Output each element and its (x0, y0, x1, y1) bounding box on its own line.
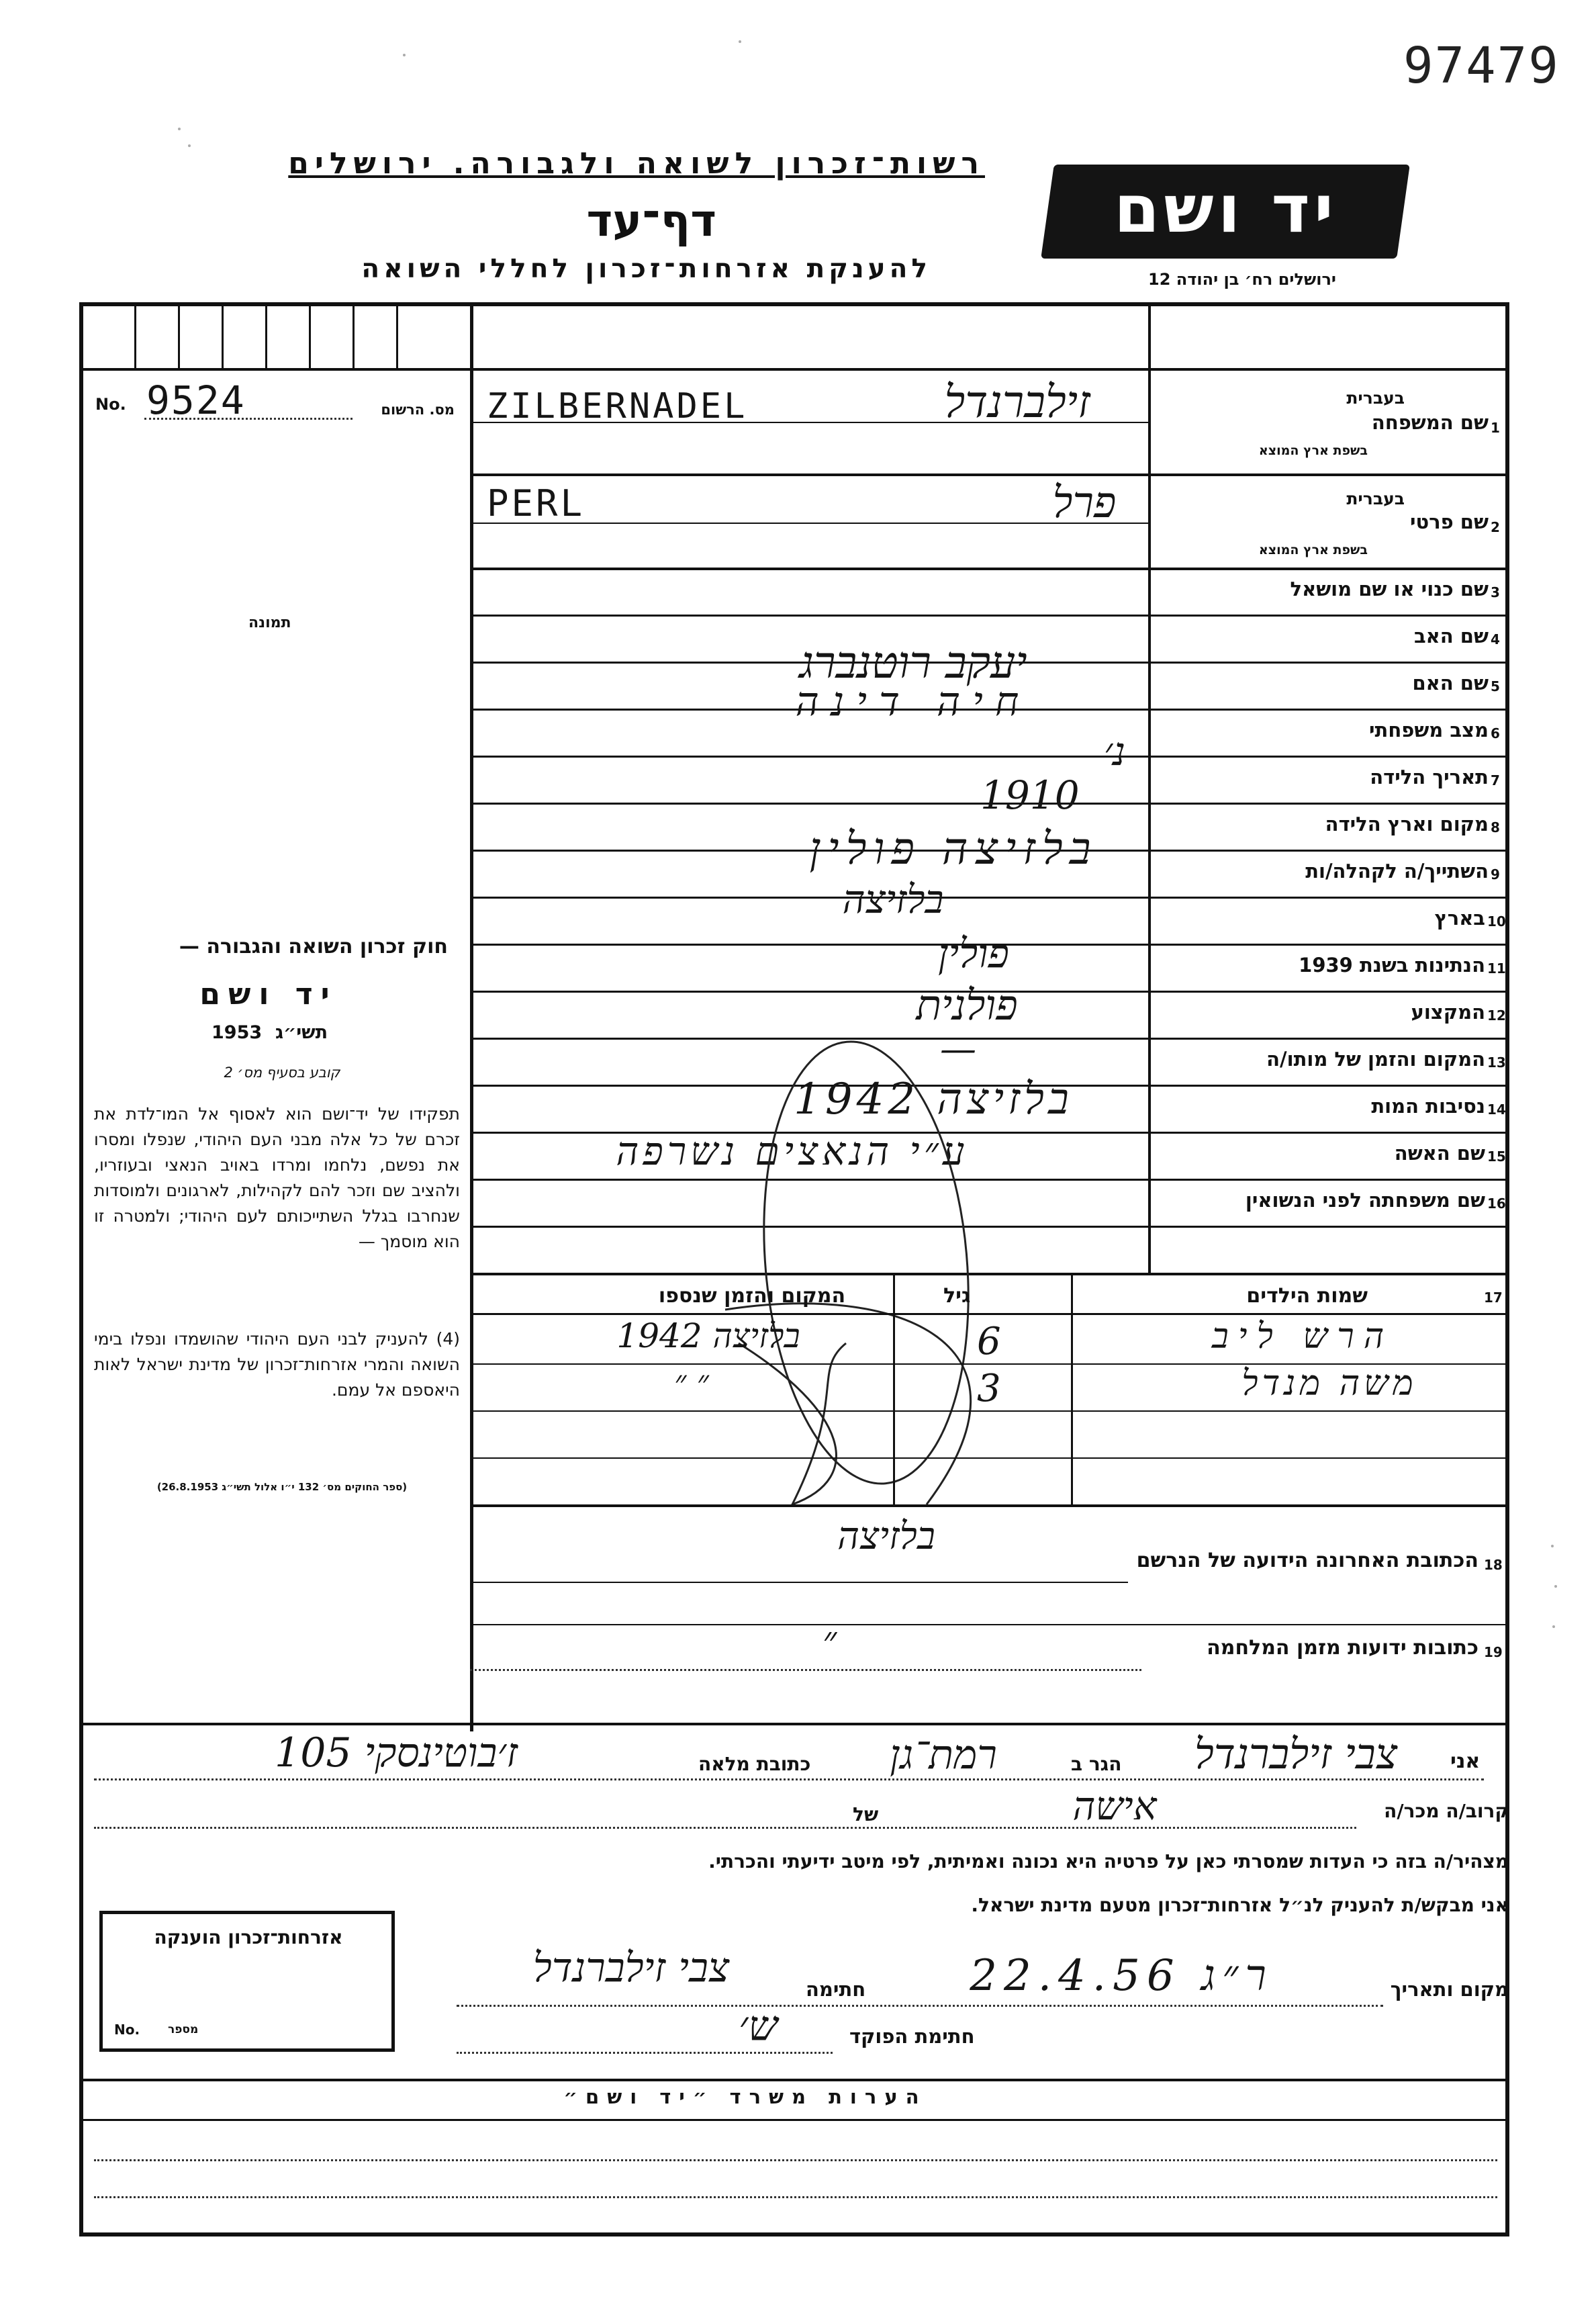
value-last-address: בלזיצה (837, 1515, 935, 1558)
dotted-line (457, 2052, 833, 2054)
reg-dotted-line (144, 418, 353, 420)
decl-name: צבי זילברנדל (1194, 1729, 1398, 1778)
divider (309, 306, 311, 368)
field-label-death-place-time: המקום והזמן של מותו/ה (1266, 1048, 1485, 1071)
row-line (470, 1624, 1509, 1625)
registration-label: מס. הרשום (381, 402, 455, 418)
authority-header: רשות־זכרון לשואה ולגבורה. ירושלים (288, 146, 985, 181)
dotted-line (94, 1827, 1356, 1829)
law-section: קובע בסעיף מס׳ 2 (224, 1065, 340, 1081)
divider (353, 306, 355, 368)
decl-signature: צבי זילברנדל (532, 1944, 730, 1991)
child-age: 6 (977, 1320, 1001, 1363)
grant-number-label: מספר (168, 2023, 199, 2036)
dotted-line (94, 2196, 1497, 2198)
value-mother: חיה דינה (795, 678, 1031, 725)
field-sub-origin: בשפת ארץ המוצא (1258, 543, 1368, 557)
field-number: 16 (1487, 1195, 1506, 1212)
archive-number: 97479 (1403, 37, 1560, 95)
field-label-last-address: הכתובת האחרונה הידועה של הנרשם (1136, 1549, 1478, 1572)
row-line (79, 1723, 1509, 1725)
dotted-line (470, 1669, 1141, 1671)
field-label-first-name: שם פרטי (1409, 510, 1489, 533)
divider (265, 306, 267, 368)
decl-city: רמת־גן (890, 1731, 997, 1778)
field-number: 13 (1487, 1054, 1506, 1071)
law-title: חוק זכרון השואה והגבורה — (179, 935, 448, 958)
logo-text: יד ושם (1114, 171, 1337, 248)
child-place: ״ ״ (674, 1363, 709, 1401)
scan-speck (1552, 1625, 1555, 1628)
field-sub-hebrew: בעברית (1346, 489, 1405, 508)
scan-speck (178, 128, 181, 130)
divider (134, 306, 136, 368)
column-line (893, 1275, 895, 1504)
decl-address: ז׳בוטינסקי 105 (275, 1729, 518, 1776)
row-line (470, 568, 1509, 570)
scan-speck (739, 40, 741, 43)
field-number: 12 (1487, 1007, 1506, 1024)
law-year: 1953 (212, 1022, 263, 1043)
value-birth-date: 1910 (980, 772, 1080, 818)
field-number: 2 (1491, 519, 1500, 535)
value-profession: — (940, 1028, 976, 1070)
office-comments-label: הערות משרד ״יד ושם״ (563, 2085, 927, 2108)
field-label-nickname: שם כנוי או שם מושאל (1290, 578, 1489, 600)
row-line (470, 1504, 1509, 1507)
children-col-age: גיל (943, 1284, 971, 1308)
field-label-wife-name: שם האשה (1394, 1142, 1485, 1165)
field-label-profession: המקצוע (1411, 1001, 1485, 1024)
row-line (470, 615, 1509, 617)
field-label-marital: מצב משפחתי (1368, 719, 1489, 741)
value-community: בלזיצה (842, 876, 944, 922)
dotted-line (457, 2005, 1383, 2007)
value-death-circumstances: ע״י הנאצים נשרפה (616, 1128, 969, 1174)
registration-number: 9524 (146, 377, 246, 423)
scan-speck (188, 144, 191, 147)
field-number: 11 (1487, 960, 1506, 977)
field-number: 8 (1491, 819, 1500, 835)
field-number: 9 (1491, 866, 1500, 883)
field-label-country: בארץ (1434, 907, 1485, 930)
grant-no-label: No. (114, 2022, 140, 2038)
scan-speck (403, 54, 406, 56)
field-number: 4 (1491, 631, 1500, 647)
left-column-divider (470, 306, 473, 1731)
row-line (470, 368, 1509, 371)
form-subtitle: להענקת אזרחות־זכרון לחללי השואה (361, 254, 931, 284)
form-title: דף־עד (586, 195, 716, 246)
dotted-line (94, 1778, 1484, 1780)
field-label-birth-place: מקום וארץ הלידה (1325, 813, 1489, 835)
value-marital: נ׳ (1103, 729, 1126, 774)
decl-statement-1: מצהיר/ה בזה כי העדות שמסרתי כאן על פרטיה היא נכונה ואמיתית, לפי מיטב ידיעתי והכרתי. (708, 1850, 1509, 1872)
value-country: פולין (938, 930, 1009, 977)
field-number: 14 (1487, 1101, 1506, 1118)
child-place: בלזיצה 1942 (616, 1316, 800, 1355)
decl-place-date-label: מקום ותאריך (1390, 1978, 1509, 2001)
field-sub-origin: בשפת ארץ המוצא (1258, 443, 1368, 458)
law-text: תפקידו של יד־ושם הוא לאסוף אל המו־לדת את זכרם של כל אלה מבני העם היהודי, שנפלו ומסרו את נפשם, נלחמו ומרדו באויב הנאצי ובעוזריו, ולהציב שם וזכר להם לקהילות, לארגונים ולמוסדות שנחרבו בגלל השתייכותם לעם היהודי; ולמטרה זו הוא מוסמך — (94, 1104, 460, 1251)
field-label-war-addresses: כתובות ידועות מזמן המלחמה (1207, 1636, 1478, 1660)
decl-statement-2: אני מבקש/ת להעניק לנ״ל אזרחות־זכרון מטעם מדינת ישראל. (971, 1894, 1509, 1916)
decl-ani: אני (1450, 1750, 1481, 1773)
divider (79, 368, 472, 371)
value-birth-place: בלזיצה פולין (809, 823, 1098, 874)
grant-title: אזרחות־זכרון הוענקה (154, 1926, 343, 1948)
scan-speck (1554, 1585, 1557, 1588)
children-col-names: שמות הילדים (1246, 1284, 1368, 1308)
field-label-family-name: שם המשפחה (1371, 411, 1489, 434)
divider (178, 306, 180, 368)
value-war-addresses: ״ (823, 1619, 837, 1662)
child-name: משה מנדל (1241, 1363, 1417, 1404)
field-number: 10 (1487, 913, 1506, 930)
row-line (470, 756, 1509, 758)
row-line (79, 2079, 1509, 2081)
decl-signature-label: חתימה (806, 1978, 866, 2001)
no-label: No. (95, 395, 126, 414)
logo-address: ירושלים רח׳ בן יהודה 12 (1148, 270, 1336, 289)
field-number: 15 (1487, 1148, 1506, 1165)
field-number: 19 (1484, 1644, 1503, 1660)
decl-of-label: של (853, 1803, 879, 1825)
field-label-father: שם האב (1413, 625, 1489, 647)
row-line (470, 1410, 1509, 1412)
row-line (470, 1582, 1128, 1583)
divider (222, 306, 224, 368)
value-father: יעקב רוטנברג (799, 637, 1027, 688)
field-number: 7 (1491, 772, 1500, 788)
decl-full-address-label: כתובת מלאה (698, 1753, 811, 1775)
field-label-community: השתייך/ה לקהלה/ות (1305, 860, 1489, 883)
decl-relation: אישה (1072, 1783, 1157, 1829)
law-name: יד ושם (199, 977, 338, 1011)
decl-relative-label: קרוב/ה מכר/ה (1384, 1800, 1509, 1822)
children-col-place: המקום והזמן שנספו (658, 1284, 846, 1308)
field-number: 3 (1491, 584, 1500, 600)
decl-place-date: ר״ג 22.4.56 (970, 1951, 1273, 2001)
value-family-name-hebrew: זילברנדל (944, 376, 1090, 428)
row-line (470, 1313, 1509, 1315)
decl-officer-signature: ש׳ (739, 2001, 778, 2050)
value-citizenship: פולנית (916, 981, 1018, 1030)
field-number: 18 (1484, 1557, 1503, 1573)
field-sub-hebrew: בעברית (1346, 388, 1405, 408)
yad-vashem-logo (1041, 165, 1410, 259)
divider (396, 306, 398, 368)
field-label-birth-date: תאריך הלידה (1370, 766, 1489, 788)
photo-label: תמונה (248, 615, 291, 631)
value-death-place-time: בלזיצה 1942 (794, 1075, 1073, 1124)
field-label-death-circumstances: נסיבות המות (1371, 1095, 1485, 1118)
decl-resides-label: הגר ב (1071, 1753, 1122, 1775)
child-age: 3 (977, 1367, 1001, 1410)
row-line (79, 2119, 1509, 2121)
value-family-name-latin: ZILBERNADEL (487, 386, 748, 426)
value-first-name-hebrew: פרל (1052, 478, 1117, 528)
column-line (1071, 1275, 1073, 1504)
row-line (470, 473, 1509, 476)
field-number: 6 (1491, 725, 1500, 741)
decl-officer-label: חתימת הפוקד (849, 2025, 975, 2048)
field-number: 5 (1491, 678, 1500, 694)
field-number: 17 (1484, 1290, 1503, 1306)
row-line (470, 1457, 1509, 1459)
child-name: הרש ליב (1211, 1316, 1394, 1357)
field-number: 1 (1491, 420, 1500, 436)
value-first-name-latin: PERL (487, 482, 585, 525)
dotted-line (94, 2159, 1497, 2161)
scan-speck (1551, 1545, 1554, 1547)
field-label-mother: שם האם (1412, 672, 1489, 694)
label-column-divider (1148, 306, 1151, 1275)
scribble-mark (645, 994, 1101, 1518)
law-footnote: (ספר החוקים מס׳ 132 י״ו אלול תשי״ג 26.8.1953) (156, 1481, 408, 1493)
law-year-he: תשי״ג (275, 1022, 328, 1043)
field-label-citizenship: הנתינות בשנת 1939 (1299, 954, 1485, 977)
field-label-maiden-name: שם משפחתה לפני הנשואין (1245, 1189, 1485, 1212)
law-clause: (4) להעניק לבני העם היהודי שהושמדו ונפלו בימי השואה והמרי אזרחות־זכרון של מדינת ישראל לאות היאספם אל עמם. (94, 1329, 460, 1400)
